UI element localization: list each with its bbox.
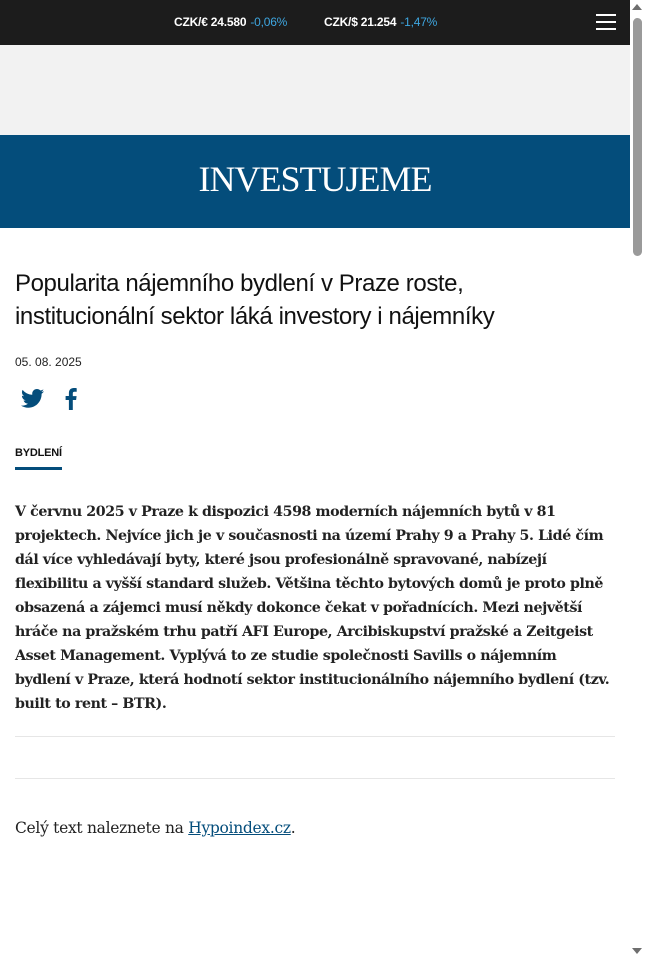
divider <box>15 778 615 779</box>
article-perex: V červnu 2025 v Praze k dispozici 4598 moderních nájemních bytů v 81 projektech. Nejvíce jich je v současnosti na území Prahy 9 a Prahy 5. Lidé čím dál více vyhledávají byty, které jsou profesionálně spravované, nabízejí flexibilitu a vyšší standard služeb. Většina těchto bytových domů je proto plně obsazená a zájemci musí někdy dokonce čekat v pořadnících. Mezi největší hráče na pražském trhu patří AFI Europe, Arcibiskupství pražské a Zeitgeist Asset Management. Vyplývá to ze studie společnosti Savills o nájemním bydlení v Praze, která hodnotí sektor institucionálního nájemního bydlení (tzv. built to rent – BTR). <box>15 504 610 712</box>
twitter-icon[interactable] <box>21 388 44 409</box>
scroll-up-arrow-icon[interactable] <box>632 4 642 10</box>
divider <box>15 736 615 737</box>
source-line <box>15 819 295 837</box>
source-link[interactable]: Hypoindex.cz <box>188 819 291 837</box>
ad-placeholder <box>0 45 630 135</box>
hamburger-icon[interactable] <box>596 14 616 31</box>
scrollbar-thumb[interactable] <box>633 18 642 256</box>
ticker-eur-change: -0,06% <box>250 15 288 29</box>
category-tag[interactable]: BYDLENÍ <box>15 447 62 470</box>
ticker-eur-rate: CZK/€ 24.580 <box>174 15 247 29</box>
article-title: Popularita nájemního bydlení v Praze roste, institucionální sektor láká investory i nájemníky <box>15 270 495 330</box>
ticker-usd-rate: CZK/$ 21.254 <box>324 15 397 29</box>
brand-header <box>0 135 630 228</box>
source-suffix: . <box>290 819 296 837</box>
site-logo[interactable]: INVESTUJEME <box>198 159 432 199</box>
currency-ticker-bar <box>0 0 630 45</box>
ticker-usd <box>324 15 437 29</box>
ticker-eur <box>174 15 287 29</box>
source-prefix: Celý text naleznete na <box>15 819 189 837</box>
ticker-usd-change: -1,47% <box>400 15 438 29</box>
scroll-down-arrow-icon[interactable] <box>632 948 642 954</box>
facebook-icon[interactable] <box>64 388 78 410</box>
article-date: 05. 08. 2025 <box>15 355 82 369</box>
